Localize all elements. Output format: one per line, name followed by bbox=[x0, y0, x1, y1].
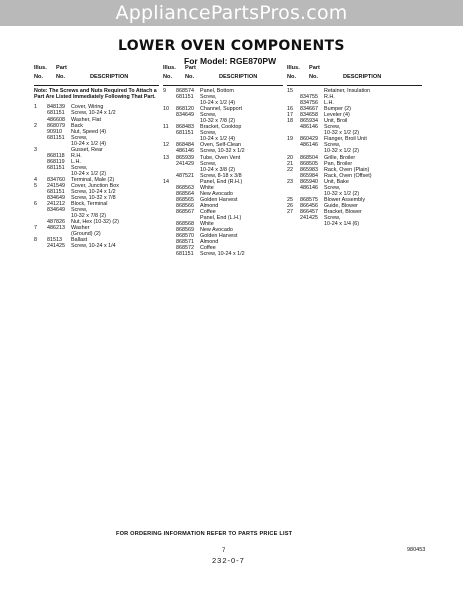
header-no: No. bbox=[34, 74, 44, 80]
part-number: 868483 bbox=[176, 124, 194, 131]
part-number: 486146 bbox=[300, 142, 318, 149]
part-description: Bracket, Cooktop bbox=[200, 124, 242, 131]
part-number: 868568 bbox=[176, 221, 194, 228]
part-number: 868569 bbox=[176, 227, 194, 234]
part-number: 868504 bbox=[300, 154, 318, 161]
header-no2: No. bbox=[185, 74, 195, 80]
part-description: Screw, bbox=[200, 94, 217, 101]
illus-number: 1 bbox=[34, 104, 37, 111]
part-number: 868575 bbox=[300, 196, 318, 203]
page-number: 7 bbox=[222, 548, 226, 554]
illus-number: 27 bbox=[287, 208, 293, 215]
part-number: 681151 bbox=[47, 110, 65, 117]
part-description: Oven, Self-Clean bbox=[200, 142, 242, 149]
illus-number: 20 bbox=[287, 154, 293, 161]
part-description: 10-24 x 1/2 (2) bbox=[71, 170, 107, 177]
part-number: 486213 bbox=[47, 225, 65, 232]
part-description: Screw, bbox=[324, 214, 341, 221]
part-description: Coffee bbox=[200, 208, 216, 215]
header-part: Part bbox=[185, 65, 196, 71]
part-description: Screw, 10-24 x 1/2 bbox=[71, 110, 116, 117]
part-description: Screw, bbox=[200, 130, 217, 137]
part-number: 681151 bbox=[47, 164, 65, 171]
part-description: Pan, Broiler bbox=[324, 160, 353, 167]
part-description: Cover, Wiring bbox=[71, 104, 104, 111]
part-number bbox=[300, 221, 324, 227]
part-description: Screw, 10-32 x 1/2 bbox=[200, 148, 245, 155]
part-description: Almond bbox=[200, 239, 219, 246]
part-description: Guide, Blower bbox=[324, 202, 358, 209]
part-description: Coffee bbox=[200, 245, 216, 252]
part-number: 868564 bbox=[176, 190, 194, 197]
part-number: 866456 bbox=[300, 202, 318, 209]
part-number: 681151 bbox=[47, 134, 65, 141]
illus-number: 3 bbox=[34, 146, 37, 153]
part-number: 865984 bbox=[300, 172, 318, 179]
part-number: 868118 bbox=[47, 152, 65, 159]
part-description: Screw, 10-24 x 1/2 bbox=[200, 251, 245, 258]
part-description: 10-32 x 1/2 (2) bbox=[324, 190, 360, 197]
part-number: 868563 bbox=[176, 184, 194, 191]
part-number: 486608 bbox=[47, 116, 65, 123]
part-description: 10-24 x 3/8 (2) bbox=[200, 166, 236, 173]
part-number: 681151 bbox=[176, 94, 194, 101]
part-number: 866457 bbox=[300, 208, 318, 215]
part-description: Back bbox=[71, 122, 83, 129]
part-description: Unit, Broil bbox=[324, 118, 348, 125]
part-description: Leveler (4) bbox=[324, 112, 350, 119]
part-description: Screw, bbox=[71, 207, 88, 214]
part-number: 865934 bbox=[300, 118, 318, 125]
header-description: DESCRIPTION bbox=[219, 74, 258, 80]
illus-number: 22 bbox=[287, 166, 293, 173]
part-description: Washer, Flat bbox=[71, 116, 102, 123]
part-description: Gusset, Rear bbox=[71, 146, 103, 153]
part-description: Bumper (2) bbox=[324, 106, 351, 113]
part-number: 81513 bbox=[47, 237, 62, 244]
part-description: Nut, Hex (10-32) (2) bbox=[71, 219, 119, 226]
part-description: Tube, Oven Vent bbox=[200, 154, 241, 161]
parts-list bbox=[163, 88, 283, 257]
part-number: 241429 bbox=[176, 160, 194, 167]
part-description: 10-32 x 7/8 (2) bbox=[200, 118, 236, 125]
part-description: White bbox=[200, 221, 214, 228]
part-description: 10-24 x 1/2 (4) bbox=[200, 136, 236, 143]
part-number: 865940 bbox=[300, 178, 318, 185]
part-number: 834649 bbox=[47, 207, 65, 214]
illus-number bbox=[34, 243, 47, 249]
part-number: 487826 bbox=[47, 219, 65, 226]
part-description: L.H. bbox=[71, 158, 81, 165]
part-description: Rack, Oven (Plain) bbox=[324, 166, 370, 173]
part-row bbox=[163, 251, 283, 257]
part-description: Nut, Speed (4) bbox=[71, 128, 107, 135]
header-no: No. bbox=[287, 74, 297, 80]
part-description: Rack, Oven (Offset) bbox=[324, 172, 372, 179]
part-description: Grille, Broiler bbox=[324, 154, 356, 161]
page-title: LOWER OVEN COMPONENTS bbox=[118, 38, 345, 54]
part-description: Panel, End (R.H.) bbox=[200, 178, 243, 185]
part-description: 10-24 x 1/4 (6) bbox=[324, 221, 360, 228]
part-description: Screw, 10-24 x 1/4 bbox=[71, 243, 116, 250]
illus-number: 25 bbox=[287, 196, 293, 203]
part-number: 868119 bbox=[47, 158, 65, 165]
illus-number bbox=[287, 221, 300, 227]
part-description: Cover, Junction Box bbox=[71, 183, 119, 190]
illus-number: 19 bbox=[287, 136, 293, 143]
part-description: Panel, End (L.H.) bbox=[200, 214, 242, 221]
part-description: Screw, bbox=[324, 184, 341, 191]
part-number: 868505 bbox=[300, 160, 318, 167]
part-number: 241549 bbox=[47, 183, 65, 190]
part-number: 868484 bbox=[176, 142, 194, 149]
part-description: R.H. bbox=[71, 152, 82, 159]
illus-number: 16 bbox=[287, 106, 293, 113]
document-code: 232-0-7 bbox=[212, 556, 245, 565]
part-description: Retainer, Insulation bbox=[324, 88, 371, 94]
part-number: 868572 bbox=[176, 245, 194, 252]
part-number: 865983 bbox=[300, 166, 318, 173]
illus-number bbox=[163, 251, 176, 257]
illus-number: 11 bbox=[163, 124, 169, 131]
part-description: New Avocado bbox=[200, 227, 233, 234]
part-description: White bbox=[200, 184, 214, 191]
part-number: 848139 bbox=[47, 104, 65, 111]
column-header bbox=[34, 65, 159, 86]
part-number: 486146 bbox=[300, 124, 318, 131]
part-description: Unit, Bake bbox=[324, 178, 349, 185]
header-description: DESCRIPTION bbox=[90, 74, 129, 80]
parts-list bbox=[287, 88, 422, 227]
header-illus: Illus. bbox=[163, 65, 176, 71]
part-number: 865939 bbox=[176, 154, 194, 161]
part-description: Channel, Support bbox=[200, 106, 242, 113]
illus-number: 9 bbox=[163, 88, 166, 94]
part-number: 868567 bbox=[176, 208, 194, 215]
part-number: 681151 bbox=[176, 251, 194, 258]
part-number: 834755 bbox=[300, 94, 318, 101]
part-description: Washer bbox=[71, 225, 90, 232]
part-description: Screw, bbox=[71, 164, 88, 171]
part-description: (Ground) (2) bbox=[71, 231, 101, 238]
part-description: Screw, bbox=[71, 134, 88, 141]
illus-number: 17 bbox=[287, 112, 293, 119]
part-description: Bracket, Blower bbox=[324, 208, 362, 215]
part-description: 10-32 x 1/2 (2) bbox=[324, 130, 360, 137]
screws-note: Note: The Screws and Nuts Required To Attach a Part Are Listed Immediately Following That Part. bbox=[34, 88, 157, 101]
illus-number: 6 bbox=[34, 201, 37, 208]
part-description: Golden Harvest bbox=[200, 233, 238, 240]
part-description: L.H. bbox=[324, 100, 334, 107]
part-description: 10-32 x 1/2 (2) bbox=[324, 148, 360, 155]
part-number: 681151 bbox=[176, 130, 194, 137]
watermark-text: AppliancePartsPros.com bbox=[115, 2, 348, 24]
header-illus: Illus. bbox=[287, 65, 300, 71]
header-part: Part bbox=[56, 65, 67, 71]
part-number: 868566 bbox=[176, 202, 194, 209]
parts-column-1 bbox=[34, 65, 159, 250]
part-number: 486146 bbox=[300, 184, 318, 191]
illus-number: 10 bbox=[163, 106, 169, 113]
illus-number: 13 bbox=[163, 154, 169, 161]
illus-number: 7 bbox=[34, 225, 37, 232]
part-description: Screw, 8-18 x 3/8 bbox=[200, 172, 242, 179]
part-description: Block, Terminal bbox=[71, 201, 108, 208]
part-number: 241425 bbox=[47, 243, 65, 250]
part-row bbox=[287, 221, 422, 227]
part-description: 10-24 x 1/2 (4) bbox=[200, 100, 236, 107]
part-description: Flanger, Broil Unit bbox=[324, 136, 367, 143]
model-subtitle: For Model: RGE870PW bbox=[184, 56, 277, 66]
part-description: 10-32 x 7/8 (2) bbox=[71, 213, 107, 220]
parts-column-3 bbox=[287, 65, 422, 227]
illus-number: 15 bbox=[287, 88, 293, 94]
part-number: 486146 bbox=[176, 148, 194, 155]
part-description: Screw, bbox=[200, 160, 217, 167]
part-number: 868571 bbox=[176, 239, 194, 246]
part-number: 834649 bbox=[47, 195, 65, 202]
illus-number: 8 bbox=[34, 237, 37, 244]
part-number: 834756 bbox=[300, 100, 318, 107]
column-header bbox=[287, 65, 422, 86]
illus-number: 18 bbox=[287, 118, 293, 125]
part-description: Terminal, Male (2) bbox=[71, 176, 115, 183]
part-description: R.H. bbox=[324, 94, 335, 101]
part-number: 860429 bbox=[300, 136, 318, 143]
parts-list bbox=[34, 104, 159, 249]
part-description: Panel, Bottom bbox=[200, 88, 234, 94]
document-number: 980453 bbox=[407, 547, 426, 553]
part-description: Screw, bbox=[324, 142, 341, 149]
illus-number: 23 bbox=[287, 178, 293, 185]
part-description: New Avocado bbox=[200, 190, 233, 197]
part-number: 868120 bbox=[176, 106, 194, 113]
part-number: 487521 bbox=[176, 172, 194, 179]
header-no2: No. bbox=[309, 74, 319, 80]
illus-number: 26 bbox=[287, 202, 293, 209]
part-number: 868565 bbox=[176, 196, 194, 203]
part-number: 868574 bbox=[176, 88, 194, 94]
part-description: Blower Assembly bbox=[324, 196, 366, 203]
part-number: 868570 bbox=[176, 233, 194, 240]
part-description: Screw, bbox=[324, 124, 341, 131]
part-description: Screw, 10-32 x 7/8 bbox=[71, 195, 116, 202]
header-description: DESCRIPTION bbox=[343, 74, 382, 80]
illus-number: 14 bbox=[163, 178, 169, 185]
column-header bbox=[163, 65, 283, 86]
part-description: Golden Harvest bbox=[200, 196, 238, 203]
part-description: 10-24 x 1/2 (4) bbox=[71, 140, 107, 147]
part-description: Screw, bbox=[200, 112, 217, 119]
watermark-banner bbox=[0, 0, 463, 26]
part-row bbox=[34, 243, 159, 249]
illus-number: 4 bbox=[34, 176, 37, 183]
part-number: 241212 bbox=[47, 201, 65, 208]
illus-number: 12 bbox=[163, 142, 169, 149]
part-number: 681151 bbox=[47, 189, 65, 196]
ordering-note: FOR ORDERING INFORMATION REFER TO PARTS PRICE LIST bbox=[116, 531, 293, 537]
illus-number: 2 bbox=[34, 122, 37, 129]
part-number: 834667 bbox=[300, 106, 318, 113]
header-no2: No. bbox=[56, 74, 66, 80]
part-number: 834760 bbox=[47, 176, 65, 183]
illus-number: 5 bbox=[34, 183, 37, 190]
part-number: 241425 bbox=[300, 214, 318, 221]
header-illus: Illus. bbox=[34, 65, 47, 71]
part-number: 868079 bbox=[47, 122, 65, 129]
part-number: 90910 bbox=[47, 128, 62, 135]
illus-number: 21 bbox=[287, 160, 293, 167]
part-description: Screw, 10-24 x 1/2 bbox=[71, 189, 116, 196]
part-number: 834649 bbox=[176, 112, 194, 119]
header-part: Part bbox=[309, 65, 320, 71]
header-no: No. bbox=[163, 74, 173, 80]
part-description: Almond bbox=[200, 202, 219, 209]
part-number: 834658 bbox=[300, 112, 318, 119]
parts-column-2 bbox=[163, 65, 283, 257]
part-description: Ballast bbox=[71, 237, 88, 244]
